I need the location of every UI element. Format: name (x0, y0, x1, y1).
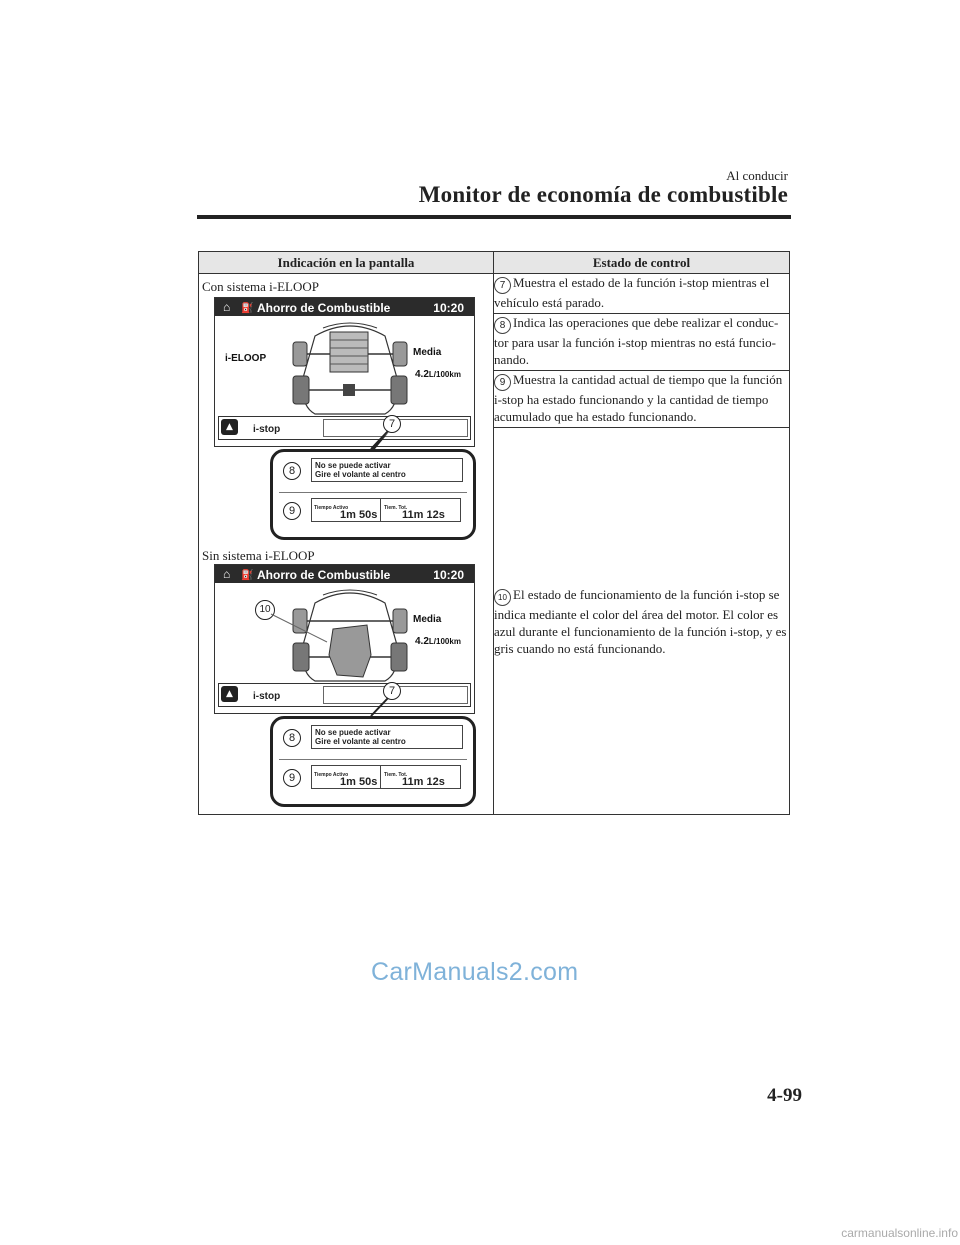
media-label: Media (413, 614, 442, 625)
footer-site: carmanualsonline.info (841, 1226, 958, 1240)
media-value: 4.2 (415, 636, 429, 647)
page-number: 4-99 (767, 1085, 802, 1106)
media-unit: L/100km (428, 637, 461, 646)
row-7-text (494, 274, 790, 314)
tiempo-activo-label: Tiempo Activo (314, 772, 349, 778)
message-box (311, 725, 463, 749)
circled-9-icon: 9 (494, 374, 511, 391)
circled-10-icon: 10 (494, 589, 511, 606)
media-value: 4.2 (415, 369, 429, 380)
callout-7: 7 (383, 415, 401, 433)
callout-9: 9 (283, 769, 301, 787)
fuel-pump-icon: ⛽ (241, 303, 254, 314)
row-8-desc: Indica las operaciones que debe realizar el conduc-tor para usar la función i-stop mientras no está funcio-nando. (494, 314, 779, 367)
row-9-text (494, 370, 790, 427)
callout-9: 9 (283, 502, 301, 520)
row-7-desc: Muestra el estado de la función i-stop mientras el vehículo está parado. (494, 275, 770, 310)
row-9-desc: Muestra la cantidad actual de tiempo que la función i-stop ha estado funcionando y la cantidad de tiempo acumulado que ha estado funcionando. (494, 371, 783, 424)
title-rule (197, 215, 791, 219)
time-box (311, 765, 461, 789)
callout-7: 7 (383, 682, 401, 700)
message-line-1: No se puede activar (315, 461, 391, 470)
page-title: Monitor de economía de combustible (418, 182, 788, 207)
tiem-tot-value: 11m 12s (402, 509, 445, 521)
time-box (311, 498, 461, 522)
istop-up-icon: ▲ (221, 419, 238, 435)
tiem-tot-value: 11m 12s (402, 776, 445, 788)
row-10-desc: El estado de funcionamiento de la función i-stop se indica mediante el color del área del motor. El color es azul durante el funcionamiento de la función i-stop, y es gris cuando no está funcionando. (494, 586, 787, 656)
home-icon: ⌂ (223, 567, 231, 581)
info-table (198, 251, 790, 815)
row-10-text (494, 428, 790, 815)
media-unit: L/100km (428, 370, 461, 379)
callout-10: 10 (255, 600, 275, 620)
screen-title: Ahorro de Combustible (257, 301, 391, 315)
zoom-panel (270, 449, 476, 540)
callout-8: 8 (283, 729, 301, 747)
fuel-pump-icon: ⛽ (241, 570, 254, 581)
message-line-2: Gire el volante al centro (315, 737, 406, 746)
time-split (380, 499, 381, 521)
home-icon: ⌂ (223, 300, 231, 314)
table-row (199, 274, 790, 314)
row-8-text (494, 313, 790, 370)
figure-with-eloop (199, 295, 493, 547)
tiempo-activo-value: 1m 50s (340, 776, 378, 788)
case-label-no-eloop: Sin sistema i-ELOOP (202, 548, 315, 563)
col-header-estado: Estado de control (494, 252, 790, 274)
tiem-tot-label: Tiem. Tot. (384, 772, 408, 778)
case-label-eloop: Con sistema i-ELOOP (202, 279, 319, 294)
circled-7-icon: 7 (494, 277, 511, 294)
zoom-panel (270, 716, 476, 807)
istop-label: i-stop (253, 424, 281, 435)
message-line-1: No se puede activar (315, 728, 391, 737)
eloop-label: i-ELOOP (225, 353, 267, 364)
brand-watermark: CarManuals2.com (371, 958, 579, 986)
zoom-divider (279, 492, 467, 493)
zoom-divider (279, 759, 467, 760)
table-header-row (199, 252, 790, 274)
tiem-tot-label: Tiem. Tot. (384, 505, 408, 511)
istop-label: i-stop (253, 691, 281, 702)
circled-8-icon: 8 (494, 317, 511, 334)
message-line-2: Gire el volante al centro (315, 470, 406, 479)
istop-up-icon: ▲ (221, 686, 238, 702)
figure-without-eloop (199, 564, 493, 814)
time-split (380, 766, 381, 788)
message-box (311, 458, 463, 482)
tiempo-activo-label: Tiempo Activo (314, 505, 349, 511)
screen-clock: 10:20 (433, 301, 464, 315)
screen-title: Ahorro de Combustible (257, 568, 391, 582)
section-label: Al conducir (726, 168, 788, 183)
col-header-indicacion: Indicación en la pantalla (199, 252, 494, 274)
screen-clock: 10:20 (433, 568, 464, 582)
media-label: Media (413, 347, 442, 358)
tiempo-activo-value: 1m 50s (340, 509, 378, 521)
callout-8: 8 (283, 462, 301, 480)
figures-cell (199, 274, 494, 815)
